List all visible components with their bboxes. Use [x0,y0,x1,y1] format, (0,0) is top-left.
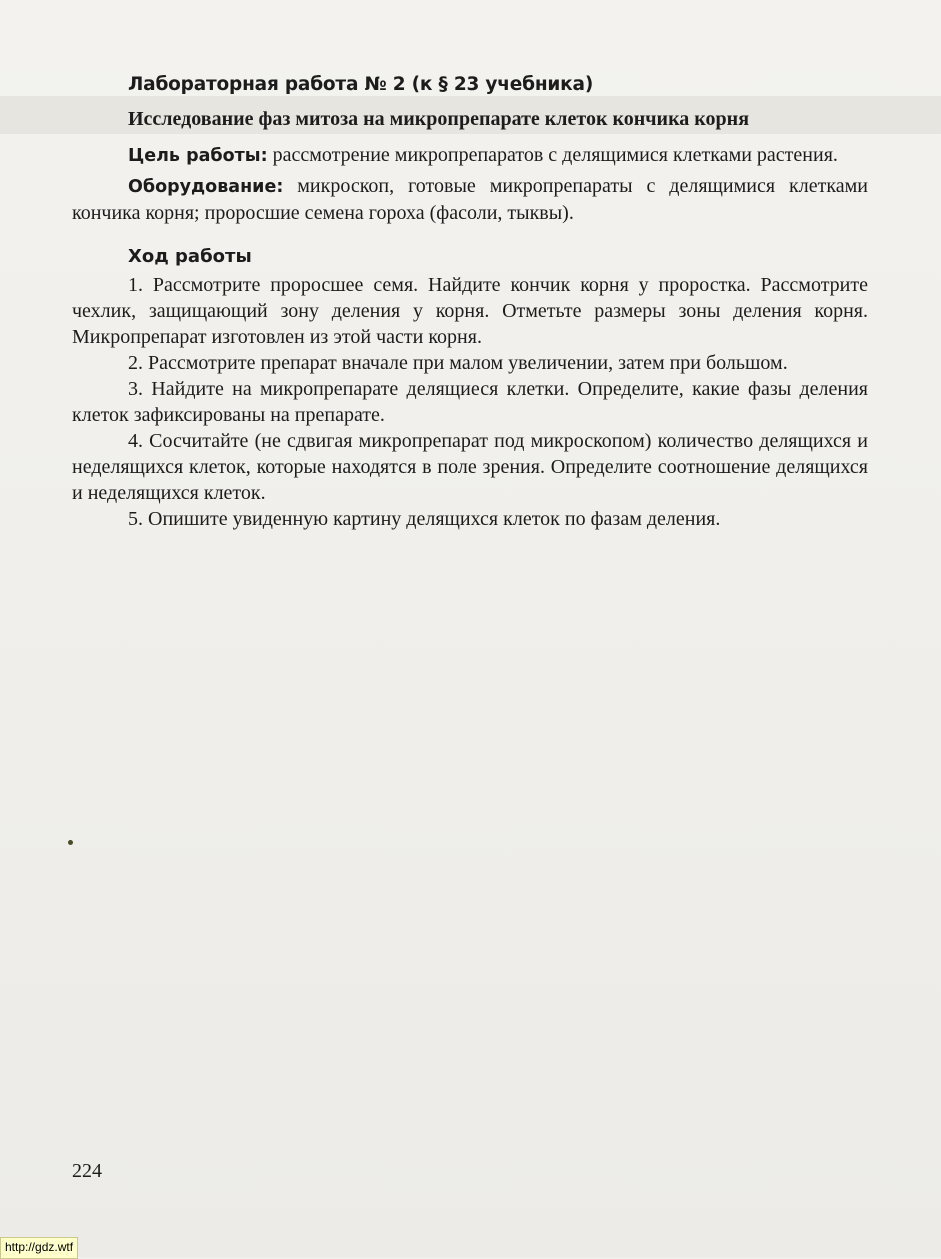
goal-label: Цель работы: [128,146,268,166]
equipment-text: микроскоп, готовые микропрепараты с делящимися клетками кончика корня; проросшие семена гороха (фасоли, тыквы). [72,175,868,224]
lab-subtitle: Исследование фаз митоза на микропрепарате клеток кончика корня [128,108,750,130]
equipment-label: Оборудование: [128,177,284,197]
equipment-paragraph [72,173,868,226]
page-content [72,72,868,532]
procedure-step-4: 4. Сосчитайте (не сдвигая микропрепарат под микроскопом) количество делящихся и неделящихся клеток, которые находятся в поле зрения. Определите соотношение делящихся и неделящихся клеток. [72,430,868,504]
procedure-step-3: 3. Найдите на микропрепарате делящиеся клетки. Определите, какие фазы деления клеток зафиксированы на препарате. [72,378,868,426]
goal-text: рассмотрение микропрепаратов с делящимися клетками растения. [267,144,838,166]
goal-paragraph [72,142,868,169]
lab-title: Лабораторная работа № 2 (к § 23 учебника) [128,74,594,95]
procedure-heading: Ход работы [128,246,252,267]
page-number: 224 [72,1160,102,1182]
procedure-step-2: 2. Рассмотрите препарат вначале при малом увеличении, затем при большом. [128,352,788,374]
paper-speck [68,840,73,845]
procedure-step-5: 5. Опишите увиденную картину делящихся клеток по фазам деления. [128,508,721,530]
source-watermark[interactable]: http://gdz.wtf [0,1237,78,1259]
procedure-step-1: 1. Рассмотрите проросшее семя. Найдите кончик корня у проростка. Рассмотрите чехлик, защищающий зону деления у корня. Отметьте размеры зоны деления корня. Микропрепарат изготовлен из этой части корня. [72,274,868,348]
